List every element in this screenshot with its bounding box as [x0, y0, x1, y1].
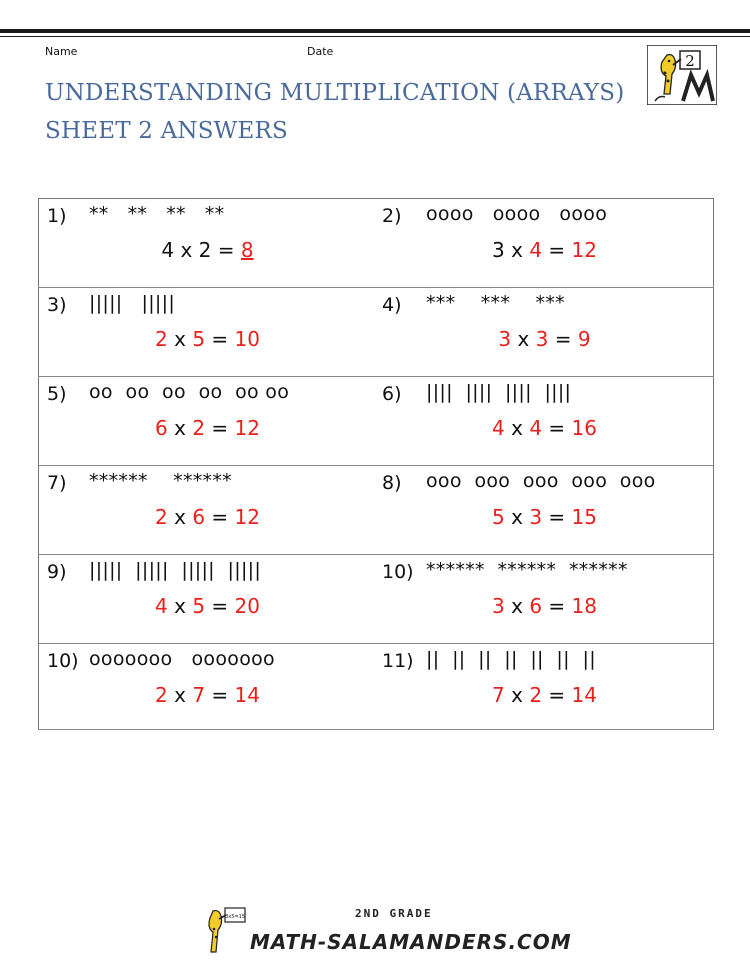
- factor-b: 2: [192, 416, 206, 440]
- equation: 3 x 4 = 12: [492, 238, 597, 262]
- date-label: Date: [307, 45, 334, 58]
- factor-a: 5: [492, 505, 505, 529]
- problem-number: 9): [47, 561, 67, 583]
- table-row: [39, 555, 714, 644]
- equation: 7 x 2 = 14: [492, 683, 597, 707]
- problem-cell: [39, 644, 377, 730]
- equation: 4 x 5 = 20: [155, 594, 260, 618]
- problem-cell: [376, 466, 714, 555]
- problem-number: 5): [47, 383, 67, 405]
- problem-cell: [376, 644, 714, 730]
- array-picture: oooo oooo oooo: [426, 203, 608, 225]
- answer: 14: [234, 683, 260, 707]
- factor-a: 2: [155, 683, 168, 707]
- problem-cell: [376, 288, 714, 377]
- top-rule: [0, 29, 750, 33]
- factor-b: 2: [529, 683, 543, 707]
- array-picture: ooooooo ooooooo: [89, 648, 275, 670]
- factor-b: 3: [529, 505, 543, 529]
- factor-a: 4: [492, 416, 505, 440]
- equation: 3 x 6 = 18: [492, 594, 597, 618]
- array-picture: ||||| ||||| ||||| |||||: [89, 559, 262, 581]
- board-text: 3x5=15: [225, 914, 245, 920]
- factor-a: 3: [492, 594, 505, 618]
- footer-logo: [205, 905, 572, 960]
- array-picture: |||| |||| |||| ||||: [426, 381, 572, 403]
- problem-number: 6): [382, 383, 402, 405]
- array-picture: ****** ****** ******: [426, 559, 628, 581]
- factor-a: 7: [492, 683, 505, 707]
- problem-cell: [39, 466, 377, 555]
- table-row: [39, 288, 714, 377]
- answer: 8: [240, 238, 254, 262]
- top-rule-thin: [0, 36, 750, 37]
- factor-a: 2: [155, 505, 168, 529]
- answer: 20: [234, 594, 260, 618]
- grade-label: 2ND GRADE: [355, 907, 433, 920]
- page-title: UNDERSTANDING MULTIPLICATION (ARRAYS): [45, 80, 625, 106]
- salamander-logo-icon: [647, 45, 717, 105]
- name-label: Name: [45, 45, 78, 58]
- array-picture: ooo ooo ooo ooo ooo: [426, 470, 656, 492]
- factor-a: 3: [498, 327, 512, 351]
- problem-number: 10): [382, 561, 414, 583]
- factor-b: 4: [529, 416, 543, 440]
- problem-cell: [39, 377, 377, 466]
- equation: 2 x 5 = 10: [155, 327, 260, 351]
- logo-digit: 2: [685, 52, 695, 70]
- factor-b: 3: [535, 327, 549, 351]
- problem-cell: [39, 199, 377, 288]
- answer: 12: [571, 238, 597, 262]
- array-picture: oo oo oo oo oo oo: [89, 381, 290, 403]
- problem-number: 2): [382, 205, 402, 227]
- problem-number: 8): [382, 472, 402, 494]
- table-row: [39, 199, 714, 288]
- answer: 16: [571, 416, 597, 440]
- answer: 15: [571, 505, 597, 529]
- factor-a: 2: [155, 327, 168, 351]
- answer: 14: [571, 683, 597, 707]
- factor-a: 3: [492, 238, 505, 262]
- equation: 3 x 3 = 9: [498, 327, 591, 351]
- factor-b: 5: [192, 594, 206, 618]
- problem-cell: [376, 377, 714, 466]
- equation: 2 x 7 = 14: [155, 683, 260, 707]
- factor-b: 7: [192, 683, 206, 707]
- problem-number: 4): [382, 294, 402, 316]
- factor-b: 2: [198, 238, 212, 262]
- array-picture: ** ** ** **: [89, 203, 225, 225]
- problem-cell: [376, 555, 714, 644]
- factor-b: 6: [529, 594, 543, 618]
- problem-number: 7): [47, 472, 67, 494]
- problem-number: 3): [47, 294, 67, 316]
- problem-number: 1): [47, 205, 67, 227]
- site-name: MATH-SALAMANDERS.COM: [250, 930, 572, 954]
- problem-cell: [39, 555, 377, 644]
- array-picture: ||||| |||||: [89, 292, 176, 314]
- answer: 12: [234, 505, 260, 529]
- equation: 4 x 4 = 16: [492, 416, 597, 440]
- equation: 2 x 6 = 12: [155, 505, 260, 529]
- factor-b: 6: [192, 505, 206, 529]
- equation: 5 x 3 = 15: [492, 505, 597, 529]
- array-picture: || || || || || || ||: [426, 648, 596, 670]
- factor-b: 5: [192, 327, 206, 351]
- table-row: [39, 377, 714, 466]
- equation: 4 x 2 = 8: [161, 238, 254, 262]
- problem-cell: [376, 199, 714, 288]
- array-picture: *** *** ***: [426, 292, 565, 314]
- page-subtitle: SHEET 2 ANSWERS: [45, 118, 288, 144]
- table-row: [39, 644, 714, 730]
- array-picture: ****** ******: [89, 470, 232, 492]
- answer: 18: [571, 594, 597, 618]
- answer: 12: [234, 416, 260, 440]
- factor-b: 4: [529, 238, 543, 262]
- problem-number: 11): [382, 650, 414, 672]
- footer-salamander-icon: [205, 905, 247, 957]
- table-row: [39, 466, 714, 555]
- problem-number: 10): [47, 650, 79, 672]
- answer: 10: [234, 327, 260, 351]
- factor-a: 4: [155, 594, 168, 618]
- factor-a: 4: [161, 238, 175, 262]
- problems-table: [38, 198, 714, 730]
- equation: 6 x 2 = 12: [155, 416, 260, 440]
- factor-a: 6: [155, 416, 168, 440]
- answer: 9: [577, 327, 591, 351]
- problem-cell: [39, 288, 377, 377]
